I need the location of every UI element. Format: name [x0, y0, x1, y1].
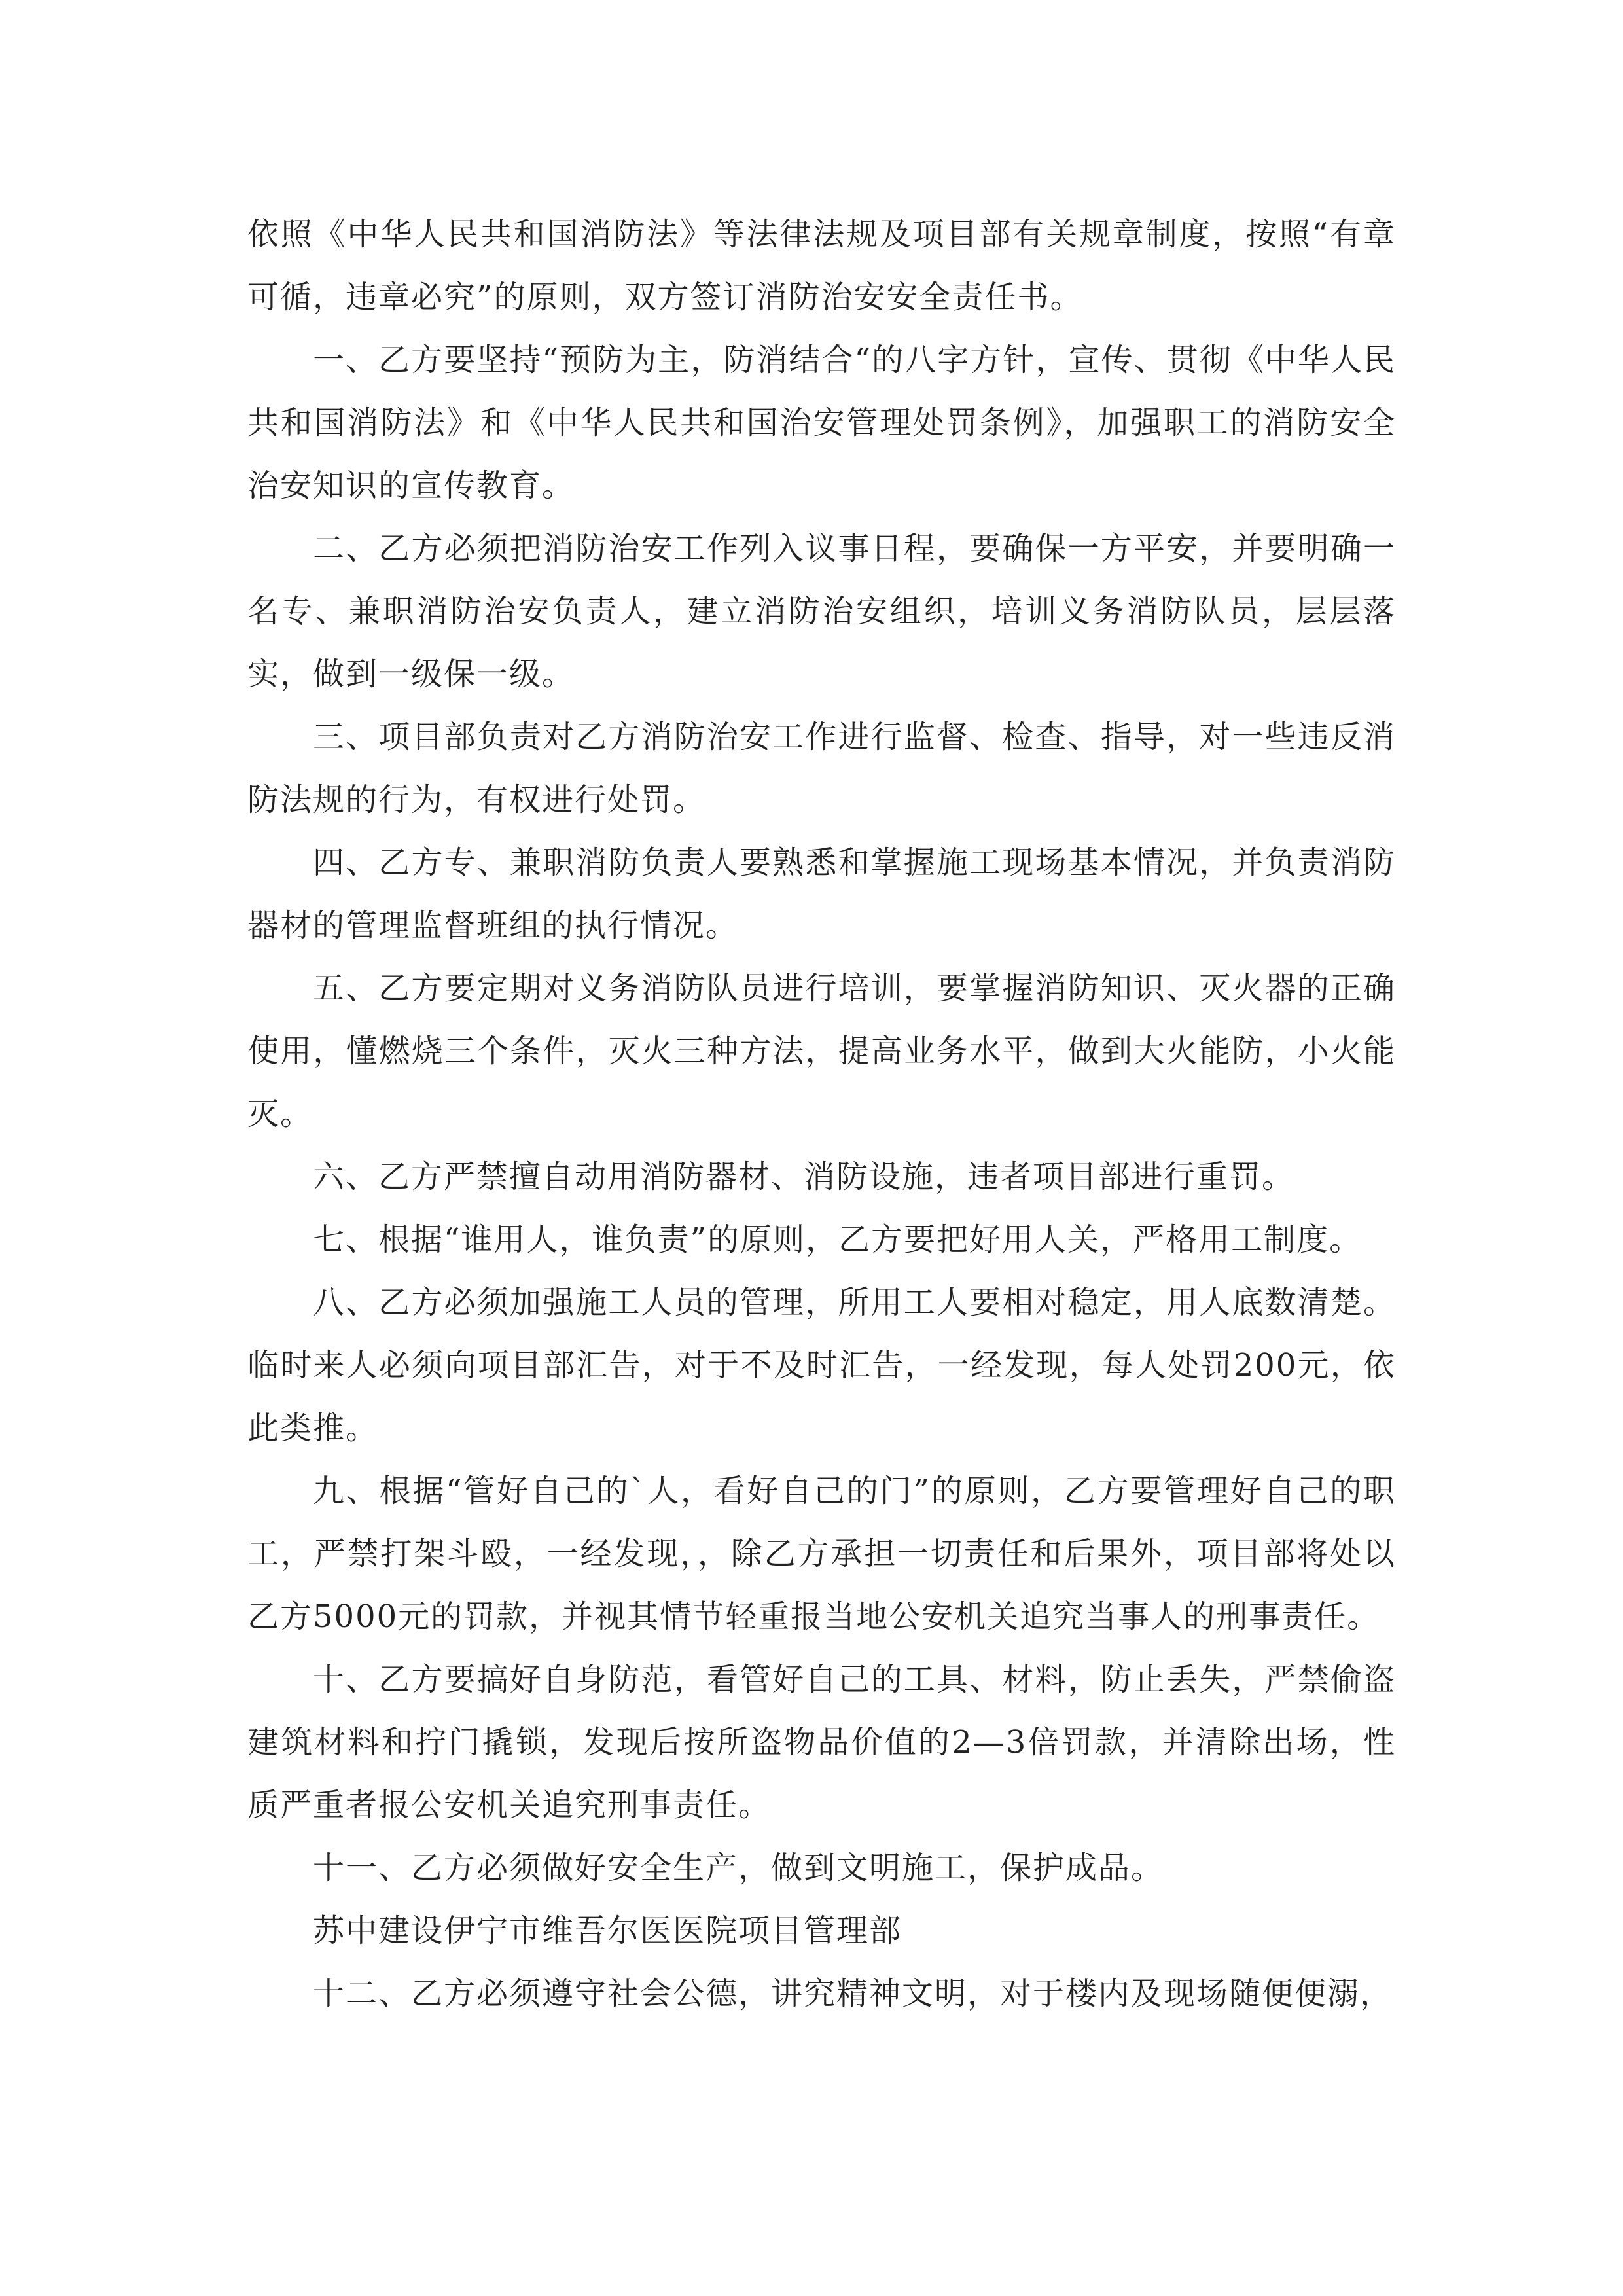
clause-5-paragraph: 五、乙方要定期对义务消防队员进行培训，要掌握消防知识、灭火器的正确使用，懂燃烧三个条件，灭火三种方法，提高业务水平，做到大火能防，小火能灭。 — [247, 970, 1396, 1132]
clause-9-paragraph: 九、根据“管好自己的`人，看好自己的门”的原则，乙方要管理好自己的职工，严禁打架斗殴，一经发现，，除乙方承担一切责任和后果外，项目部将处以乙方5000元的罚款，并视其情节轻重报当地公安机关追究当事人的刑事责任。 — [247, 1473, 1396, 1635]
clause-6-paragraph: 六、乙方严禁擅自动用消防器材、消防设施，违者项目部进行重罚。 — [313, 1158, 1295, 1195]
clause-1-paragraph: 一、乙方要坚持“预防为主，防消结合“的八字方针，宣传、贯彻《中华人民共和国消防法》和《中华人民共和国治安管理处罚条例》，加强职工的消防安全治安知识的宣传教育。 — [247, 342, 1396, 504]
clause-4-paragraph: 四、乙方专、兼职消防负责人要熟悉和掌握施工现场基本情况，并负责消防器材的管理监督班组的执行情况。 — [247, 844, 1396, 944]
clause-7-paragraph: 七、根据“谁用人，谁负责”的原则，乙方要把好用人关，严格用工制度。 — [313, 1221, 1363, 1258]
clause-10-paragraph: 十、乙方要搞好自身防范，看管好自己的工具、材料，防止丢失，严禁偷盗建筑材料和拧门撬锁，发现后按所盗物品价值的2—3倍罚款，并清除出场，性质严重者报公安机关追究刑事责任。 — [247, 1661, 1396, 1823]
clause-8-paragraph: 八、乙方必须加强施工人员的管理，所用工人要相对稳定，用人底数清楚。临时来人必须向项目部汇告，对于不及时汇告，一经发现，每人处罚200元，依此类推。 — [247, 1284, 1396, 1446]
document-body — [247, 203, 1396, 2025]
clause-3-paragraph: 三、项目部负责对乙方消防治安工作进行监督、检查、指导，对一些违反消防法规的行为，有权进行处罚。 — [247, 719, 1396, 818]
clause-2-paragraph: 二、乙方必须把消防治安工作列入议事日程，要确保一方平安，并要明确一名专、兼职消防治安负责人，建立消防治安组织，培训义务消防队员，层层落实，做到一级保一级。 — [247, 530, 1396, 692]
intro-paragraph: 依照《中华人民共和国消防法》等法律法规及项目部有关规章制度，按照“有章可循，违章必究”的原则，双方签订消防治安安全责任书。 — [247, 216, 1396, 315]
clause-11-paragraph: 十一、乙方必须做好安全生产，做到文明施工，保护成品。 — [313, 1850, 1164, 1886]
organization-line: 苏中建设伊宁市维吾尔医医院项目管理部 — [313, 1912, 902, 1949]
clause-12-paragraph: 十二、乙方必须遵守社会公德，讲究精神文明，对于楼内及现场随便便溺， — [313, 1975, 1393, 2012]
